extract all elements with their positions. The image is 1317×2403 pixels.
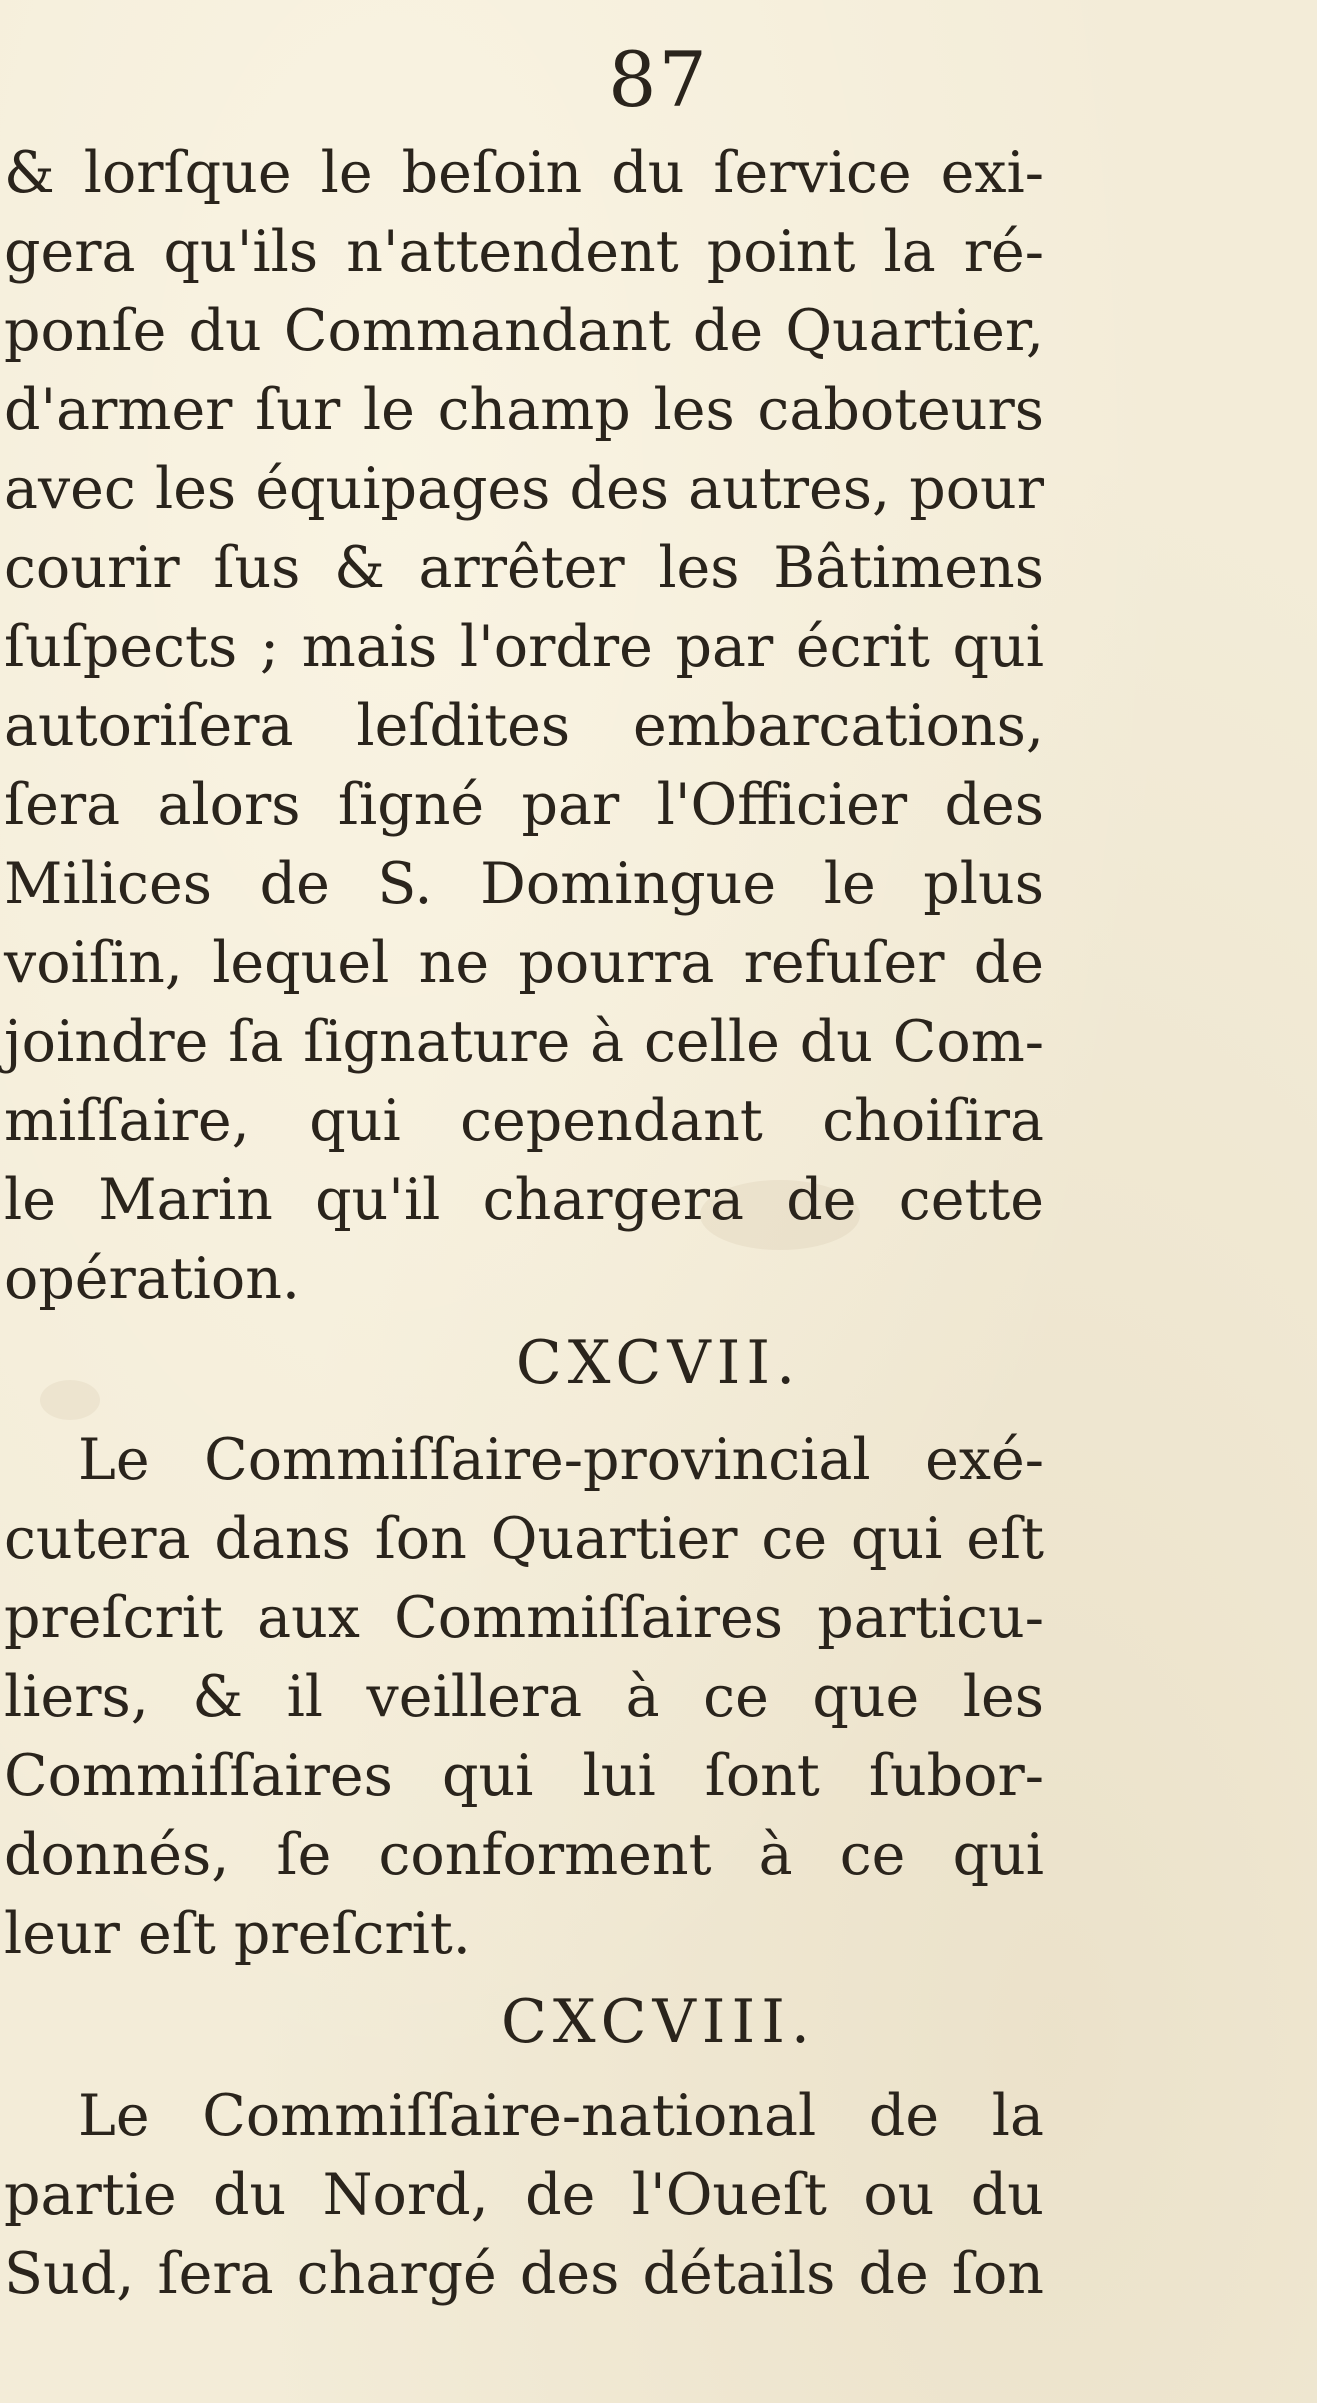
section-heading-cxcvii: CXCVII. [515, 1328, 802, 1398]
section-heading-cxcviii: CXCVIII. [501, 1987, 816, 2057]
text-line: ponſe du Commandant de Quartier, [4, 298, 1044, 364]
text-line: leur eſt preſcrit. [4, 1901, 471, 1967]
text-line: liers, & il veillera à ce que les [4, 1664, 1044, 1730]
text-line: preſcrit aux Commiſſaires particu- [4, 1585, 1044, 1651]
text-line: Milices de S. Domingue le plus [4, 851, 1044, 917]
text-line: le Marin qu'il chargera de cette [4, 1167, 1044, 1233]
text-line: partie du Nord, de l'Oueſt ou du [4, 2162, 1044, 2228]
text-line: ſuſpects ; mais l'ordre par écrit qui [4, 614, 1044, 680]
text-line: cutera dans ſon Quartier ce qui eſt [4, 1506, 1044, 1572]
text-line: ſera alors ſigné par l'Officier des [4, 772, 1044, 838]
text-line: avec les équipages des autres, pour [4, 456, 1044, 522]
text-line: Le Commiſſaire-national de la [78, 2083, 1044, 2149]
text-line: Sud, ſera chargé des détails de ſon [4, 2241, 1044, 2307]
text-line: Commiſſaires qui lui ſont ſubor- [4, 1743, 1044, 1809]
text-line: & lorſque le beſoin du ſervice exi- [4, 140, 1044, 206]
text-line: Le Commiſſaire-provincial exé- [78, 1427, 1044, 1493]
text-line: opération. [4, 1246, 301, 1312]
text-line: joindre ſa ſignature à celle du Com- [4, 1009, 1044, 1075]
page-number: 87 [608, 35, 709, 124]
text-line: donnés, ſe conforment à ce qui [4, 1822, 1044, 1888]
text-line: autoriſera leſdites embarcations, [4, 693, 1044, 759]
text-line: voiſin, lequel ne pourra refuſer de [4, 930, 1044, 996]
text-line: d'armer ſur le champ les caboteurs [4, 377, 1044, 443]
text-line: miſſaire, qui cependant choiſira [4, 1088, 1044, 1154]
text-line: courir ſus & arrêter les Bâtimens [4, 535, 1044, 601]
text-line: gera qu'ils n'attendent point la ré- [4, 219, 1044, 285]
